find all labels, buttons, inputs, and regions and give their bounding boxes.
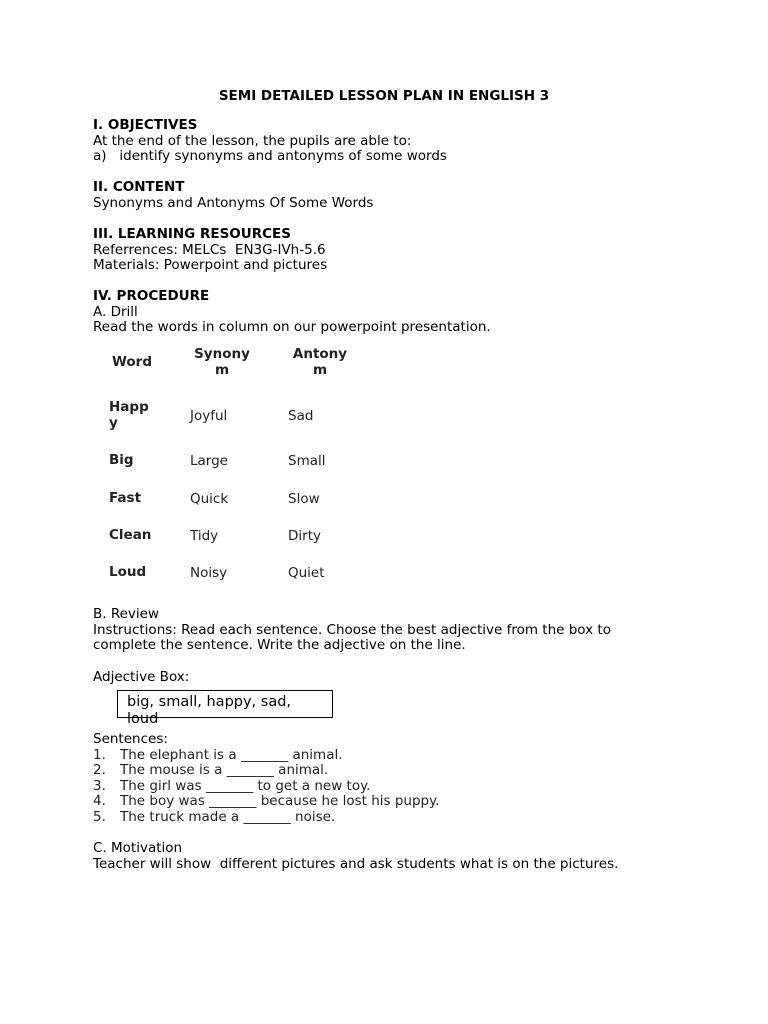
adjective-box-text: big, small, happy, sad, loud <box>127 694 292 727</box>
objectives-section <box>93 118 447 165</box>
objectives-item-text: identify synonyms and antonyms of some words <box>119 148 447 165</box>
sentence-item <box>93 810 439 826</box>
table-row-2-antonym: Small <box>288 453 326 469</box>
content-text: Synonyms and Antonyms Of Some Words <box>93 194 374 211</box>
table-row-5-synonym: Noisy <box>190 565 228 581</box>
table-row-3-antonym: Slow <box>288 491 320 507</box>
sentence-item <box>93 779 439 795</box>
objectives-item <box>93 149 447 165</box>
resources-section <box>93 227 327 274</box>
table-header-antonym: Antonym <box>292 346 348 378</box>
sentence-item <box>93 748 439 764</box>
sentence-item <box>93 763 439 779</box>
sentence-text: The girl was _______ to get a new toy. <box>120 777 371 794</box>
content-heading: II. CONTENT <box>93 179 185 195</box>
table-row-1-synonym: Joyful <box>190 408 228 424</box>
table-row-4-antonym: Dirty <box>288 528 321 544</box>
content-section <box>93 180 373 211</box>
table-row-5-word: Loud <box>109 564 147 580</box>
review-section <box>93 607 611 654</box>
sentence-item <box>93 794 439 810</box>
sentence-number: 4. <box>93 793 106 810</box>
table-row-3-word: Fast <box>109 490 142 506</box>
review-instructions-line-1: Instructions: Read each sentence. Choose the best adjective from the box to <box>93 621 611 638</box>
procedure-section <box>93 289 491 336</box>
motivation-text: Teacher will show different pictures and ask students what is on the pictures. <box>93 855 619 872</box>
motivation-section <box>93 841 618 872</box>
sentence-text: The boy was _______ because he lost his puppy. <box>120 793 440 810</box>
objectives-item-marker: a) <box>93 148 107 165</box>
sentence-number: 3. <box>93 777 106 794</box>
adjective-box-label: Adjective Box: <box>93 669 190 685</box>
drill-table <box>93 344 373 594</box>
table-row-2-word: Big <box>109 452 134 468</box>
sentence-text: The mouse is a _______ animal. <box>120 762 329 779</box>
sentence-text: The truck made a _______ noise. <box>120 808 336 825</box>
review-heading: B. Review <box>93 606 160 622</box>
table-row-1-word: Happy <box>109 399 149 431</box>
table-row-4-word: Clean <box>109 527 152 543</box>
drill-heading: A. Drill <box>93 303 138 320</box>
procedure-heading: IV. PROCEDURE <box>93 288 210 304</box>
sentence-text: The elephant is a _______ animal. <box>120 746 343 763</box>
table-row-2-synonym: Large <box>190 453 228 469</box>
table-row-3-synonym: Quick <box>190 491 229 507</box>
table-header-synonym: Synonym <box>194 346 250 378</box>
sentence-number: 5. <box>93 808 106 825</box>
table-row-1-antonym: Sad <box>288 408 314 424</box>
adjective-box <box>117 690 333 727</box>
table-row-4-synonym: Tidy <box>190 528 219 544</box>
resources-references: Referrences: MELCs EN3G-IVh-5.6 <box>93 241 326 258</box>
sentences-section <box>93 732 439 826</box>
table-row-5-antonym: Quiet <box>288 565 325 581</box>
resources-heading: III. LEARNING RESOURCES <box>93 226 291 242</box>
sentence-number: 1. <box>93 746 106 763</box>
drill-text: Read the words in column on our powerpoint presentation. <box>93 319 491 336</box>
sentence-number: 2. <box>93 762 106 779</box>
motivation-heading: C. Motivation <box>93 840 183 856</box>
table-header-word: Word <box>111 354 152 370</box>
sentences-label: Sentences: <box>93 731 168 747</box>
review-instructions-line-2: complete the sentence. Write the adjective on the line. <box>93 637 466 654</box>
document-title: SEMI DETAILED LESSON PLAN IN ENGLISH 3 <box>218 88 550 104</box>
objectives-intro: At the end of the lesson, the pupils are able to: <box>93 132 412 149</box>
objectives-heading: I. OBJECTIVES <box>93 117 198 133</box>
resources-materials: Materials: Powerpoint and pictures <box>93 257 328 274</box>
